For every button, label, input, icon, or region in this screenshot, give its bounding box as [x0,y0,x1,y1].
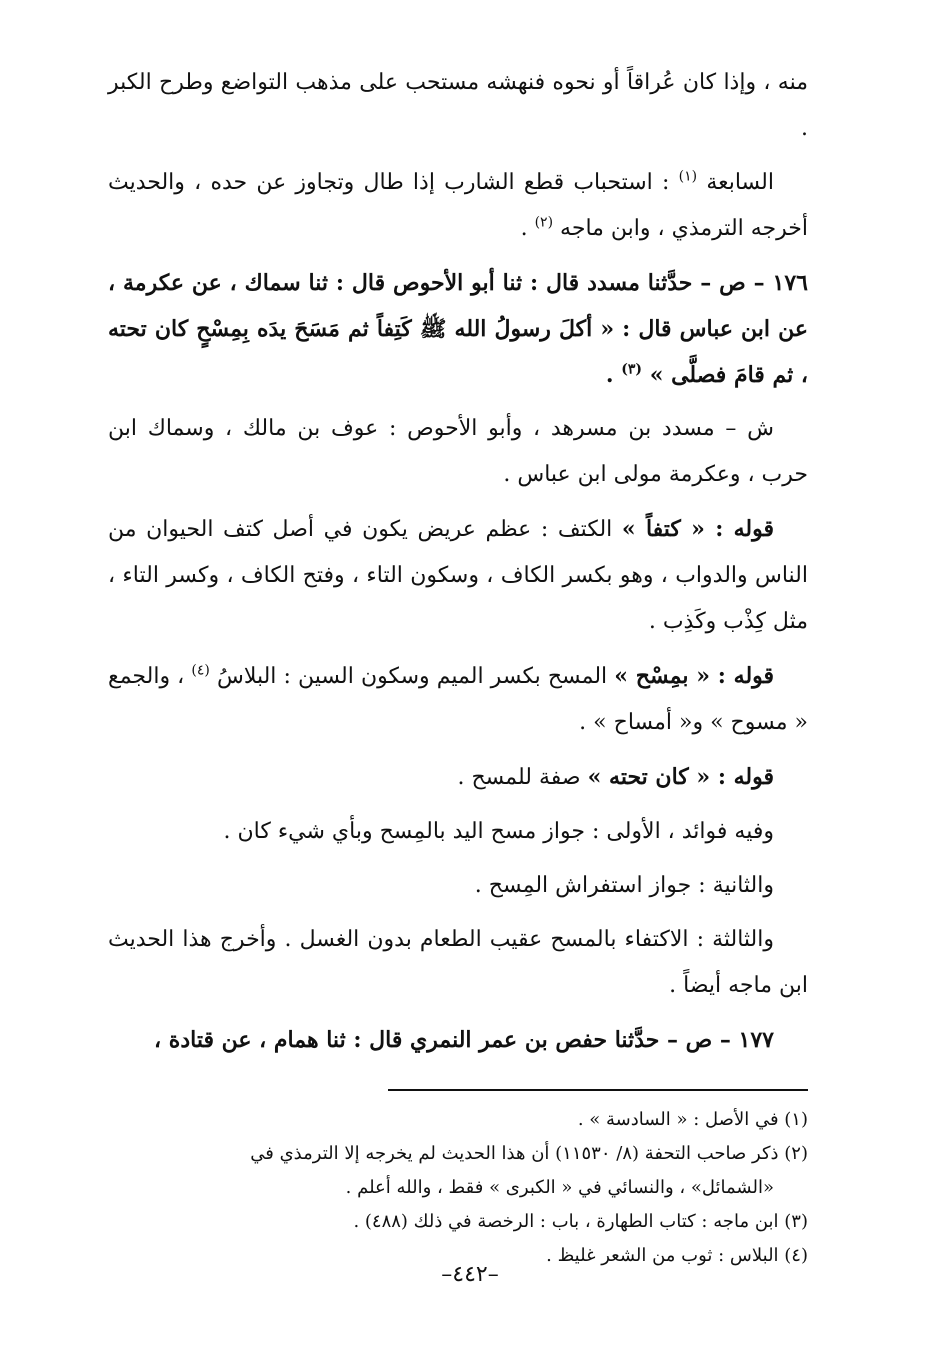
note-kana-tahtahu-heading: قوله : « كان تحته » [587,764,774,790]
paragraph-2-end: . [520,216,528,241]
note-katif-heading: قوله : « كتفاً » [621,516,774,542]
footnotes [108,1103,808,1273]
note-mish-text: المسح بكسر الميم وسكون السين : البلاسُ [216,664,608,689]
hadith-177 [108,1017,808,1063]
footnote-2: (٢) ذكر صاحب التحفة (٨/ ١١٥٣٠) أن هذا الحديث لم يخرجه إلا الترمذي في [250,1143,808,1164]
footnote-separator [388,1089,808,1091]
commentary-narrators [108,406,808,498]
paragraph-2 [108,160,808,252]
page-number: –٤٤٢– [441,1262,499,1287]
benefit-first [108,809,808,855]
note-mish-end: ، والجمع « مسوح » و« أمساح » . [108,664,808,735]
footnote-ref-4[interactable]: (٤) [191,662,210,679]
note-kana-tahtahu [108,754,808,801]
benefit-second-text: والثانية : جواز استفراش المِسح . [474,873,774,898]
hadith-176 [108,260,808,398]
footnote-3: (٣) ابن ماجه : كتاب الطهارة ، باب : الرخصة في ذلك (٤٨٨) . [353,1211,808,1232]
note-katif [108,506,808,645]
book-page [108,60,808,1320]
footnote-ref-1[interactable]: (١) [678,168,698,185]
hadith-176-end: . [605,362,614,388]
benefit-first-text: وفيه فوائد ، الأولى : جواز مسح اليد بالمِسح وبأي شيء كان . [223,819,774,844]
footnote-1: (١) في الأصل : « السادسة » . [577,1109,808,1130]
benefit-third [108,917,808,1009]
note-katif-text: الكتف : عظم عريض يكون في أصل كتف الحيوان من الناس والدواب ، وهو بكسر الكاف ، وسكون التاء ، وفتح الكاف ، وكسر التاء ، مثل كِذْب وكَذِب . [108,517,808,634]
hadith-176-text: ١٧٦ – ص – حدَّثنا مسدد قال : ثنا أبو الأحوص قال : ثنا سماك ، عن عكرمة ، عن ابن عباس قال : « أكلَ رسولُ الله ﷺ كَتِفاً ثم مَسَحَ يدَه بِمِسْحٍ كان تحته ، ثم قامَ فصلَّى » [108,270,808,388]
footnote-2-continued: «الشمائل» ، والنسائي في « الكبرى » فقط ، والله أعلم . [345,1177,774,1198]
paragraph-1 [108,60,808,152]
footnote-4: (٤) البلاس : ثوب من الشعر غليظ . [546,1245,808,1266]
hadith-177-text: ١٧٧ – ص – حدَّثنا حفص بن عمر النمري قال : ثنا همام ، عن قتادة ، [154,1027,774,1053]
note-mish-heading: قوله : « بمِسْح » [614,663,775,689]
note-kana-tahtahu-text: صفة للمسح . [457,765,581,790]
paragraph-1-text: منه ، وإذا كان عُراقاً أو نحوه فنهشه مستحب على مذهب التواضع وطرح الكبر . [108,70,808,141]
footnote-ref-3[interactable]: (٣) [621,361,643,378]
paragraph-2-body: : استحباب قطع الشارب إذا طال وتجاوز عن حده ، والحديث أخرجه الترمذي ، وابن ماجه [108,170,808,241]
commentary-narrators-text: ش – مسدد بن مسرهد ، وأبو الأحوص : عوف بن مالك ، وسماك ابن حرب ، وعكرمة مولى ابن عباس . [108,416,808,487]
footnote-ref-2[interactable]: (٢) [534,214,554,231]
note-mish [108,653,808,746]
benefit-third-text: والثالثة : الاكتفاء بالمسح عقيب الطعام بدون الغسل . وأخرج هذا الحديث ابن ماجه أيضاً . [108,927,808,998]
paragraph-2-lead: السابعة [706,170,774,195]
benefit-second [108,863,808,909]
